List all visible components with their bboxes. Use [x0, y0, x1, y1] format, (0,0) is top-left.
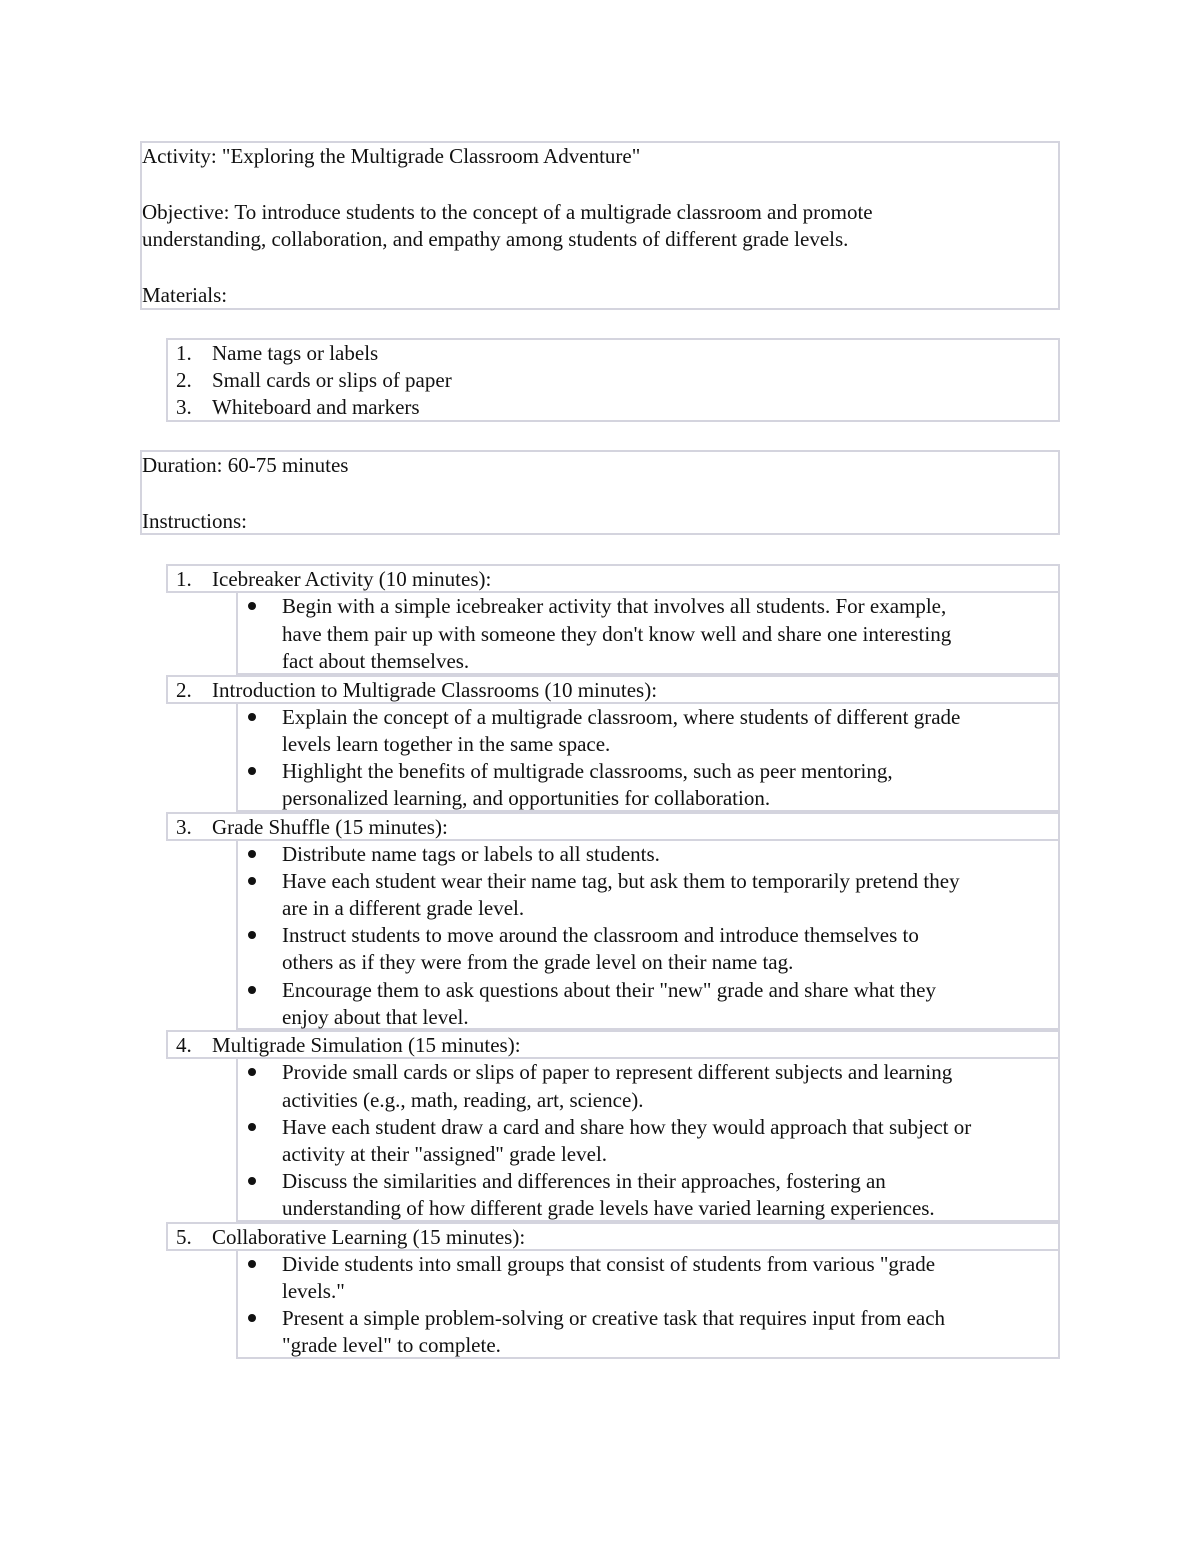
- step-title: Grade Shuffle (15 minutes):: [212, 815, 448, 839]
- bullet-dot: [248, 602, 256, 610]
- bullet-text: Highlight the benefits of multigrade classrooms, such as peer mentoring,: [282, 759, 893, 783]
- materials-item: Small cards or slips of paper: [212, 368, 452, 392]
- step-title: Multigrade Simulation (15 minutes):: [212, 1033, 521, 1057]
- bullet-dot: [248, 1314, 256, 1322]
- step-number: 2.: [176, 678, 192, 702]
- bullet-text: levels.": [282, 1279, 345, 1303]
- bullet-text: Divide students into small groups that consist of students from various "grade: [282, 1252, 936, 1276]
- bullet-text: Provide small cards or slips of paper to represent different subjects and learning: [282, 1060, 953, 1084]
- bullet-dot: [248, 713, 256, 721]
- bullet-dot: [248, 931, 256, 939]
- bullet-text: Have each student draw a card and share how they would approach that subject or: [282, 1115, 972, 1139]
- bullet-text: Present a simple problem-solving or creative task that requires input from each: [282, 1306, 946, 1330]
- activity-title: Activity: "Exploring the Multigrade Classroom Adventure": [142, 144, 641, 168]
- instructions-label: Instructions:: [142, 509, 247, 533]
- bullet-dot: [248, 1068, 256, 1076]
- bullet-text: Distribute name tags or labels to all students.: [282, 842, 660, 866]
- bullet-text: others as if they were from the grade level on their name tag.: [282, 950, 794, 974]
- bullet-dot: [248, 1177, 256, 1185]
- step-title: Collaborative Learning (15 minutes):: [212, 1225, 526, 1249]
- objective-line-1: Objective: To introduce students to the concept of a multigrade classroom and promote: [142, 200, 873, 224]
- materials-item: Name tags or labels: [212, 341, 379, 365]
- step-number: 3.: [176, 815, 192, 839]
- bullet-text: "grade level" to complete.: [282, 1333, 501, 1357]
- bullet-dot: [248, 1260, 256, 1268]
- bullet-dot: [248, 877, 256, 885]
- bullet-text: Begin with a simple icebreaker activity that involves all students. For example,: [282, 594, 947, 618]
- bullet-dot: [248, 986, 256, 994]
- bullet-dot: [248, 1123, 256, 1131]
- step-title: Icebreaker Activity (10 minutes):: [212, 567, 492, 591]
- step-title: Introduction to Multigrade Classrooms (10 minutes):: [212, 678, 658, 702]
- bullet-text: enjoy about that level.: [282, 1005, 469, 1029]
- bullet-text: Instruct students to move around the classroom and introduce themselves to: [282, 923, 919, 947]
- step-number: 5.: [176, 1225, 192, 1249]
- bullet-text: fact about themselves.: [282, 649, 470, 673]
- bullet-dot: [248, 767, 256, 775]
- step-number: 1.: [176, 567, 192, 591]
- bullet-text: Encourage them to ask questions about their "new" grade and share what they: [282, 978, 936, 1002]
- objective-line-2: understanding, collaboration, and empathy among students of different grade levels.: [142, 227, 849, 251]
- bullet-text: understanding of how different grade levels have varied learning experiences.: [282, 1196, 935, 1220]
- materials-item-number: 1.: [176, 341, 192, 365]
- bullet-text: activity at their "assigned" grade level.: [282, 1142, 608, 1166]
- bullet-text: personalized learning, and opportunities for collaboration.: [282, 786, 771, 810]
- materials-item-number: 3.: [176, 395, 192, 419]
- materials-item: Whiteboard and markers: [212, 395, 420, 419]
- materials-item-number: 2.: [176, 368, 192, 392]
- bullet-text: have them pair up with someone they don't know well and share one interesting: [282, 622, 952, 646]
- bullet-text: Explain the concept of a multigrade classroom, where students of different grade: [282, 705, 961, 729]
- materials-label: Materials:: [142, 283, 228, 307]
- step-number: 4.: [176, 1033, 192, 1057]
- bullet-text: Discuss the similarities and differences in their approaches, fostering an: [282, 1169, 886, 1193]
- bullet-dot: [248, 850, 256, 858]
- bullet-text: Have each student wear their name tag, but ask them to temporarily pretend they: [282, 869, 960, 893]
- bullet-text: are in a different grade level.: [282, 896, 525, 920]
- bullet-text: levels learn together in the same space.: [282, 732, 611, 756]
- duration-text: Duration: 60-75 minutes: [142, 453, 349, 477]
- bullet-text: activities (e.g., math, reading, art, science).: [282, 1088, 644, 1112]
